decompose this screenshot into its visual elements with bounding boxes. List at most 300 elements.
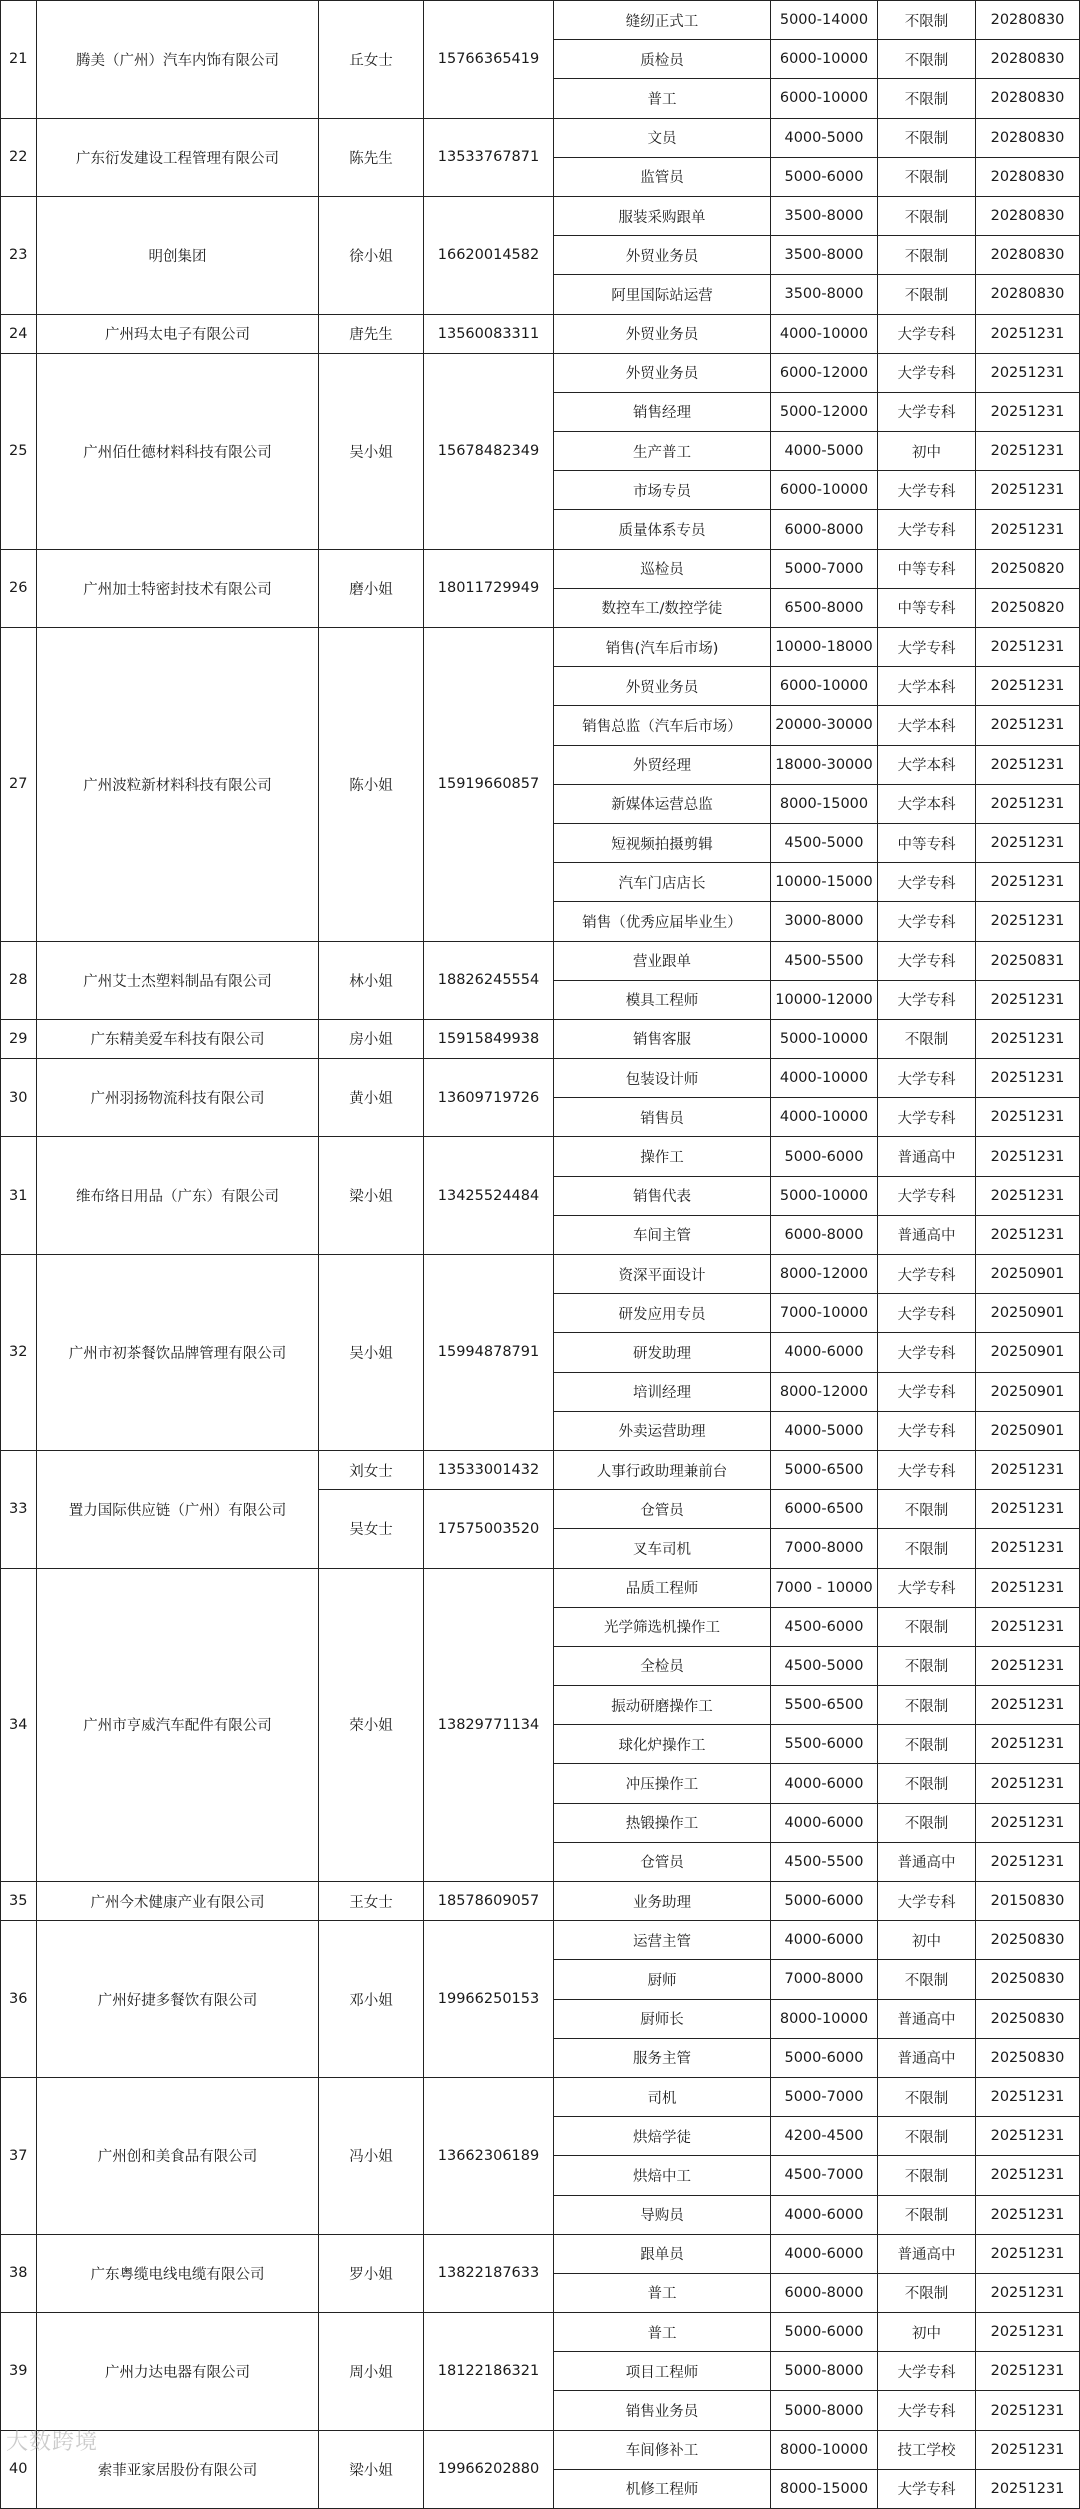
deadline-date: 20280830 bbox=[976, 118, 1080, 157]
job-title: 研发应用专员 bbox=[554, 1294, 771, 1333]
deadline-date: 20251231 bbox=[976, 2430, 1080, 2469]
deadline-date: 20250831 bbox=[976, 941, 1080, 980]
salary-range: 4000-6000 bbox=[771, 2234, 878, 2273]
job-title: 球化炉操作工 bbox=[554, 1725, 771, 1764]
job-title: 资深平面设计 bbox=[554, 1255, 771, 1294]
education-requirement: 大学专科 bbox=[878, 314, 976, 353]
contact-person: 冯小姐 bbox=[319, 2077, 424, 2234]
deadline-date: 20251231 bbox=[976, 314, 1080, 353]
salary-range: 4000-10000 bbox=[771, 1059, 878, 1098]
company-name: 维布络日用品（广东）有限公司 bbox=[37, 1137, 319, 1255]
salary-range: 10000-18000 bbox=[771, 628, 878, 667]
table-row bbox=[1, 1059, 1080, 1098]
job-title: 质检员 bbox=[554, 40, 771, 79]
row-number: 32 bbox=[1, 1255, 37, 1451]
job-title: 全检员 bbox=[554, 1646, 771, 1685]
deadline-date: 20251231 bbox=[976, 1019, 1080, 1058]
deadline-date: 20251231 bbox=[976, 353, 1080, 392]
deadline-date: 20251231 bbox=[976, 392, 1080, 431]
deadline-date: 20251231 bbox=[976, 1450, 1080, 1489]
job-title: 服装采购跟单 bbox=[554, 196, 771, 235]
company-name: 广州好捷多餐饮有限公司 bbox=[37, 1921, 319, 2078]
contact-phone: 18578609057 bbox=[424, 1882, 554, 1921]
education-requirement: 大学专科 bbox=[878, 1411, 976, 1450]
deadline-date: 20280830 bbox=[976, 196, 1080, 235]
row-number: 35 bbox=[1, 1882, 37, 1921]
salary-range: 6000-8000 bbox=[771, 1215, 878, 1254]
salary-range: 5000-12000 bbox=[771, 392, 878, 431]
deadline-date: 20251231 bbox=[976, 823, 1080, 862]
salary-range: 4000-10000 bbox=[771, 314, 878, 353]
education-requirement: 大学专科 bbox=[878, 1882, 976, 1921]
education-requirement: 大学专科 bbox=[878, 628, 976, 667]
salary-range: 4000-6000 bbox=[771, 1333, 878, 1372]
education-requirement: 不限制 bbox=[878, 1646, 976, 1685]
contact-person: 唐先生 bbox=[319, 314, 424, 353]
table-row bbox=[1, 1921, 1080, 1960]
education-requirement: 不限制 bbox=[878, 1725, 976, 1764]
row-number: 33 bbox=[1, 1450, 37, 1568]
contact-person: 林小姐 bbox=[319, 941, 424, 1019]
contact-person: 吴女士 bbox=[319, 1490, 424, 1568]
salary-range: 6500-8000 bbox=[771, 588, 878, 627]
education-requirement: 普通高中 bbox=[878, 1215, 976, 1254]
job-title: 销售代表 bbox=[554, 1176, 771, 1215]
education-requirement: 大学专科 bbox=[878, 1098, 976, 1137]
company-name: 广州市亨威汽车配件有限公司 bbox=[37, 1568, 319, 1882]
salary-range: 6000-10000 bbox=[771, 471, 878, 510]
education-requirement: 普通高中 bbox=[878, 1842, 976, 1881]
education-requirement: 不限制 bbox=[878, 2117, 976, 2156]
job-title: 光学筛选机操作工 bbox=[554, 1607, 771, 1646]
education-requirement: 大学本科 bbox=[878, 667, 976, 706]
deadline-date: 20251231 bbox=[976, 902, 1080, 941]
deadline-date: 20280830 bbox=[976, 157, 1080, 196]
job-title: 外贸业务员 bbox=[554, 236, 771, 275]
deadline-date: 20251231 bbox=[976, 706, 1080, 745]
education-requirement: 大学专科 bbox=[878, 2391, 976, 2430]
salary-range: 6000-10000 bbox=[771, 667, 878, 706]
salary-range: 5000-10000 bbox=[771, 1019, 878, 1058]
deadline-date: 20251231 bbox=[976, 628, 1080, 667]
job-title: 普工 bbox=[554, 79, 771, 118]
education-requirement: 大学专科 bbox=[878, 1333, 976, 1372]
job-title: 机修工程师 bbox=[554, 2469, 771, 2508]
table-row bbox=[1, 1019, 1080, 1058]
education-requirement: 大学专科 bbox=[878, 510, 976, 549]
contact-phone: 15678482349 bbox=[424, 353, 554, 549]
education-requirement: 不限制 bbox=[878, 1686, 976, 1725]
education-requirement: 大学专科 bbox=[878, 2469, 976, 2508]
education-requirement: 大学本科 bbox=[878, 784, 976, 823]
row-number: 26 bbox=[1, 549, 37, 627]
job-title: 普工 bbox=[554, 2313, 771, 2352]
job-title: 振动研磨操作工 bbox=[554, 1686, 771, 1725]
salary-range: 3500-8000 bbox=[771, 275, 878, 314]
table-row bbox=[1, 1568, 1080, 1607]
contact-phone: 15766365419 bbox=[424, 1, 554, 119]
company-name: 广州力达电器有限公司 bbox=[37, 2313, 319, 2431]
job-title: 缝纫正式工 bbox=[554, 1, 771, 40]
job-title: 运营主管 bbox=[554, 1921, 771, 1960]
education-requirement: 大学专科 bbox=[878, 2352, 976, 2391]
education-requirement: 中等专科 bbox=[878, 823, 976, 862]
table-row bbox=[1, 2430, 1080, 2469]
deadline-date: 20251231 bbox=[976, 2156, 1080, 2195]
deadline-date: 20250901 bbox=[976, 1333, 1080, 1372]
deadline-date: 20251231 bbox=[976, 1137, 1080, 1176]
deadline-date: 20251231 bbox=[976, 1646, 1080, 1685]
company-name: 广州市初茶餐饮品牌管理有限公司 bbox=[37, 1255, 319, 1451]
deadline-date: 20250820 bbox=[976, 588, 1080, 627]
row-number: 30 bbox=[1, 1059, 37, 1137]
education-requirement: 大学专科 bbox=[878, 392, 976, 431]
contact-phone: 15919660857 bbox=[424, 628, 554, 942]
salary-range: 8000-12000 bbox=[771, 1255, 878, 1294]
salary-range: 5000-6000 bbox=[771, 2038, 878, 2077]
job-title: 研发助理 bbox=[554, 1333, 771, 1372]
deadline-date: 20251231 bbox=[976, 1725, 1080, 1764]
education-requirement: 不限制 bbox=[878, 1803, 976, 1842]
salary-range: 20000-30000 bbox=[771, 706, 878, 745]
deadline-date: 20250830 bbox=[976, 1960, 1080, 1999]
deadline-date: 20251231 bbox=[976, 980, 1080, 1019]
education-requirement: 不限制 bbox=[878, 2077, 976, 2116]
job-title: 厨师长 bbox=[554, 1999, 771, 2038]
salary-range: 4500-6000 bbox=[771, 1607, 878, 1646]
salary-range: 7000-8000 bbox=[771, 1529, 878, 1568]
education-requirement: 大学专科 bbox=[878, 471, 976, 510]
deadline-date: 20280830 bbox=[976, 79, 1080, 118]
contact-phone: 13829771134 bbox=[424, 1568, 554, 1882]
table-row bbox=[1, 1, 1080, 40]
table-row bbox=[1, 1137, 1080, 1176]
salary-range: 18000-30000 bbox=[771, 745, 878, 784]
table-row bbox=[1, 1255, 1080, 1294]
row-number: 28 bbox=[1, 941, 37, 1019]
contact-phone: 13609719726 bbox=[424, 1059, 554, 1137]
row-number: 40 bbox=[1, 2430, 37, 2508]
contact-phone: 15994878791 bbox=[424, 1255, 554, 1451]
contact-person: 邓小姐 bbox=[319, 1921, 424, 2078]
education-requirement: 普通高中 bbox=[878, 1137, 976, 1176]
deadline-date: 20250830 bbox=[976, 2038, 1080, 2077]
company-name: 腾美（广州）汽车内饰有限公司 bbox=[37, 1, 319, 119]
deadline-date: 20250901 bbox=[976, 1255, 1080, 1294]
contact-phone: 16620014582 bbox=[424, 196, 554, 314]
contact-phone: 13822187633 bbox=[424, 2234, 554, 2312]
deadline-date: 20251231 bbox=[976, 1686, 1080, 1725]
education-requirement: 不限制 bbox=[878, 2156, 976, 2195]
salary-range: 4500-7000 bbox=[771, 2156, 878, 2195]
salary-range: 8000-12000 bbox=[771, 1372, 878, 1411]
table-row bbox=[1, 2313, 1080, 2352]
row-number: 22 bbox=[1, 118, 37, 196]
contact-phone: 13533767871 bbox=[424, 118, 554, 196]
contact-phone: 13425524484 bbox=[424, 1137, 554, 1255]
job-title: 巡检员 bbox=[554, 549, 771, 588]
deadline-date: 20150830 bbox=[976, 1882, 1080, 1921]
salary-range: 3000-8000 bbox=[771, 902, 878, 941]
deadline-date: 20280830 bbox=[976, 1, 1080, 40]
deadline-date: 20250830 bbox=[976, 1999, 1080, 2038]
deadline-date: 20251231 bbox=[976, 784, 1080, 823]
salary-range: 3500-8000 bbox=[771, 236, 878, 275]
job-title: 汽车门店店长 bbox=[554, 863, 771, 902]
company-name: 广州艾士杰塑料制品有限公司 bbox=[37, 941, 319, 1019]
job-title: 仓管员 bbox=[554, 1490, 771, 1529]
job-title: 短视频拍摄剪辑 bbox=[554, 823, 771, 862]
row-number: 37 bbox=[1, 2077, 37, 2234]
deadline-date: 20251231 bbox=[976, 1098, 1080, 1137]
job-title: 监管员 bbox=[554, 157, 771, 196]
salary-range: 5000-6500 bbox=[771, 1450, 878, 1489]
deadline-date: 20251231 bbox=[976, 1803, 1080, 1842]
salary-range: 6000-10000 bbox=[771, 40, 878, 79]
row-number: 25 bbox=[1, 353, 37, 549]
salary-range: 5000-7000 bbox=[771, 2077, 878, 2116]
salary-range: 5000-6000 bbox=[771, 1137, 878, 1176]
company-name: 索菲亚家居股份有限公司 bbox=[37, 2430, 319, 2508]
education-requirement: 不限制 bbox=[878, 2273, 976, 2312]
job-title: 销售(汽车后市场) bbox=[554, 628, 771, 667]
salary-range: 5000-14000 bbox=[771, 1, 878, 40]
salary-range: 4000-6000 bbox=[771, 1764, 878, 1803]
salary-range: 8000-10000 bbox=[771, 1999, 878, 2038]
deadline-date: 20251231 bbox=[976, 510, 1080, 549]
salary-range: 4000-6000 bbox=[771, 1921, 878, 1960]
deadline-date: 20251231 bbox=[976, 745, 1080, 784]
table-row bbox=[1, 1450, 1080, 1489]
education-requirement: 初中 bbox=[878, 432, 976, 471]
education-requirement: 大学专科 bbox=[878, 980, 976, 1019]
deadline-date: 20251231 bbox=[976, 1059, 1080, 1098]
contact-person: 荣小姐 bbox=[319, 1568, 424, 1882]
job-title: 车间主管 bbox=[554, 1215, 771, 1254]
job-title: 车间修补工 bbox=[554, 2430, 771, 2469]
deadline-date: 20251231 bbox=[976, 1607, 1080, 1646]
salary-range: 4000-5000 bbox=[771, 1411, 878, 1450]
education-requirement: 不限制 bbox=[878, 40, 976, 79]
job-title: 销售业务员 bbox=[554, 2391, 771, 2430]
job-title: 外贸业务员 bbox=[554, 667, 771, 706]
company-name: 广东精美爱车科技有限公司 bbox=[37, 1019, 319, 1058]
job-title: 叉车司机 bbox=[554, 1529, 771, 1568]
job-title: 跟单员 bbox=[554, 2234, 771, 2273]
row-number: 21 bbox=[1, 1, 37, 119]
job-title: 服务主管 bbox=[554, 2038, 771, 2077]
job-title: 导购员 bbox=[554, 2195, 771, 2234]
salary-range: 5500-6000 bbox=[771, 1725, 878, 1764]
salary-range: 4000-10000 bbox=[771, 1098, 878, 1137]
contact-person: 周小姐 bbox=[319, 2313, 424, 2431]
deadline-date: 20251231 bbox=[976, 1490, 1080, 1529]
table-row bbox=[1, 196, 1080, 235]
contact-person: 房小姐 bbox=[319, 1019, 424, 1058]
deadline-date: 20280830 bbox=[976, 275, 1080, 314]
education-requirement: 不限制 bbox=[878, 1607, 976, 1646]
contact-phone: 19966250153 bbox=[424, 1921, 554, 2078]
education-requirement: 普通高中 bbox=[878, 1999, 976, 2038]
deadline-date: 20251231 bbox=[976, 2469, 1080, 2508]
education-requirement: 大学本科 bbox=[878, 706, 976, 745]
education-requirement: 大学专科 bbox=[878, 1450, 976, 1489]
salary-range: 7000-8000 bbox=[771, 1960, 878, 1999]
contact-person: 梁小姐 bbox=[319, 1137, 424, 1255]
job-title: 市场专员 bbox=[554, 471, 771, 510]
contact-phone: 19966202880 bbox=[424, 2430, 554, 2508]
education-requirement: 不限制 bbox=[878, 157, 976, 196]
deadline-date: 20250901 bbox=[976, 1411, 1080, 1450]
education-requirement: 中等专科 bbox=[878, 588, 976, 627]
row-number: 39 bbox=[1, 2313, 37, 2431]
salary-range: 4000-6000 bbox=[771, 2195, 878, 2234]
row-number: 27 bbox=[1, 628, 37, 942]
salary-range: 6000-12000 bbox=[771, 353, 878, 392]
deadline-date: 20251231 bbox=[976, 471, 1080, 510]
table-row bbox=[1, 941, 1080, 980]
deadline-date: 20251231 bbox=[976, 1529, 1080, 1568]
salary-range: 5000-8000 bbox=[771, 2352, 878, 2391]
company-name: 广州玛太电子有限公司 bbox=[37, 314, 319, 353]
education-requirement: 中等专科 bbox=[878, 549, 976, 588]
education-requirement: 不限制 bbox=[878, 275, 976, 314]
job-title: 销售（优秀应届毕业生） bbox=[554, 902, 771, 941]
deadline-date: 20280830 bbox=[976, 236, 1080, 275]
contact-phone: 18826245554 bbox=[424, 941, 554, 1019]
salary-range: 5000-10000 bbox=[771, 1176, 878, 1215]
contact-person: 陈小姐 bbox=[319, 628, 424, 942]
job-title: 营业跟单 bbox=[554, 941, 771, 980]
contact-person: 王女士 bbox=[319, 1882, 424, 1921]
deadline-date: 20250901 bbox=[976, 1294, 1080, 1333]
deadline-date: 20251231 bbox=[976, 2273, 1080, 2312]
salary-range: 6000-8000 bbox=[771, 510, 878, 549]
row-number: 29 bbox=[1, 1019, 37, 1058]
company-name: 广州佰仕德材料科技有限公司 bbox=[37, 353, 319, 549]
salary-range: 10000-15000 bbox=[771, 863, 878, 902]
salary-range: 6000-6500 bbox=[771, 1490, 878, 1529]
education-requirement: 大学专科 bbox=[878, 1255, 976, 1294]
row-number: 24 bbox=[1, 314, 37, 353]
salary-range: 8000-10000 bbox=[771, 2430, 878, 2469]
company-name: 广州创和美食品有限公司 bbox=[37, 2077, 319, 2234]
contact-person: 磨小姐 bbox=[319, 549, 424, 627]
job-title: 质量体系专员 bbox=[554, 510, 771, 549]
job-title: 冲压操作工 bbox=[554, 1764, 771, 1803]
salary-range: 8000-15000 bbox=[771, 2469, 878, 2508]
education-requirement: 大学专科 bbox=[878, 1176, 976, 1215]
contact-person: 刘女士 bbox=[319, 1450, 424, 1489]
deadline-date: 20251231 bbox=[976, 1568, 1080, 1607]
salary-range: 4000-5000 bbox=[771, 432, 878, 471]
education-requirement: 初中 bbox=[878, 1921, 976, 1960]
salary-range: 4200-4500 bbox=[771, 2117, 878, 2156]
education-requirement: 不限制 bbox=[878, 2195, 976, 2234]
job-title: 仓管员 bbox=[554, 1842, 771, 1881]
deadline-date: 20251231 bbox=[976, 1215, 1080, 1254]
deadline-date: 20251231 bbox=[976, 2195, 1080, 2234]
salary-range: 4500-5000 bbox=[771, 1646, 878, 1685]
education-requirement: 大学专科 bbox=[878, 1294, 976, 1333]
salary-range: 4500-5000 bbox=[771, 823, 878, 862]
salary-range: 5000-6000 bbox=[771, 1882, 878, 1921]
contact-person: 吴小姐 bbox=[319, 353, 424, 549]
table-row bbox=[1, 353, 1080, 392]
education-requirement: 大学专科 bbox=[878, 353, 976, 392]
contact-phone: 13533001432 bbox=[424, 1450, 554, 1489]
salary-range: 5500-6500 bbox=[771, 1686, 878, 1725]
education-requirement: 大学专科 bbox=[878, 1568, 976, 1607]
job-title: 销售经理 bbox=[554, 392, 771, 431]
salary-range: 5000-6000 bbox=[771, 157, 878, 196]
job-title: 外贸业务员 bbox=[554, 353, 771, 392]
salary-range: 5000-7000 bbox=[771, 549, 878, 588]
watermark-text: 大数跨境 bbox=[6, 2430, 99, 2455]
education-requirement: 不限制 bbox=[878, 1764, 976, 1803]
company-name: 广东粤缆电线电缆有限公司 bbox=[37, 2234, 319, 2312]
table-row bbox=[1, 2234, 1080, 2273]
salary-range: 4000-6000 bbox=[771, 1803, 878, 1842]
education-requirement: 不限制 bbox=[878, 196, 976, 235]
salary-range: 6000-8000 bbox=[771, 2273, 878, 2312]
deadline-date: 20251231 bbox=[976, 432, 1080, 471]
job-title: 销售客服 bbox=[554, 1019, 771, 1058]
contact-person: 梁小姐 bbox=[319, 2430, 424, 2508]
salary-range: 4000-5000 bbox=[771, 118, 878, 157]
row-number: 36 bbox=[1, 1921, 37, 2078]
education-requirement: 不限制 bbox=[878, 1960, 976, 1999]
education-requirement: 初中 bbox=[878, 2313, 976, 2352]
deadline-date: 20251231 bbox=[976, 2234, 1080, 2273]
table-row bbox=[1, 549, 1080, 588]
deadline-date: 20250820 bbox=[976, 549, 1080, 588]
job-title: 烘焙学徒 bbox=[554, 2117, 771, 2156]
job-title: 外贸经理 bbox=[554, 745, 771, 784]
job-title: 包装设计师 bbox=[554, 1059, 771, 1098]
company-name: 广州波粒新材料科技有限公司 bbox=[37, 628, 319, 942]
education-requirement: 大学专科 bbox=[878, 902, 976, 941]
education-requirement: 不限制 bbox=[878, 1, 976, 40]
company-name: 广州加士特密封技术有限公司 bbox=[37, 549, 319, 627]
job-title: 模具工程师 bbox=[554, 980, 771, 1019]
contact-person: 丘女士 bbox=[319, 1, 424, 119]
contact-phone: 18122186321 bbox=[424, 2313, 554, 2431]
job-title: 销售总监（汽车后市场） bbox=[554, 706, 771, 745]
job-title: 外贸业务员 bbox=[554, 314, 771, 353]
deadline-date: 20251231 bbox=[976, 667, 1080, 706]
contact-phone: 17575003520 bbox=[424, 1490, 554, 1568]
deadline-date: 20251231 bbox=[976, 1842, 1080, 1881]
education-requirement: 大学本科 bbox=[878, 745, 976, 784]
job-title: 生产普工 bbox=[554, 432, 771, 471]
job-title: 烘焙中工 bbox=[554, 2156, 771, 2195]
education-requirement: 不限制 bbox=[878, 1529, 976, 1568]
education-requirement: 不限制 bbox=[878, 118, 976, 157]
deadline-date: 20280830 bbox=[976, 40, 1080, 79]
education-requirement: 普通高中 bbox=[878, 2038, 976, 2077]
education-requirement: 大学专科 bbox=[878, 1372, 976, 1411]
table-row bbox=[1, 118, 1080, 157]
job-title: 人事行政助理兼前台 bbox=[554, 1450, 771, 1489]
salary-range: 7000-10000 bbox=[771, 1294, 878, 1333]
salary-range: 7000 - 10000 bbox=[771, 1568, 878, 1607]
job-title: 司机 bbox=[554, 2077, 771, 2116]
salary-range: 10000-12000 bbox=[771, 980, 878, 1019]
job-title: 热锻操作工 bbox=[554, 1803, 771, 1842]
job-title: 销售员 bbox=[554, 1098, 771, 1137]
company-name: 广州羽扬物流科技有限公司 bbox=[37, 1059, 319, 1137]
